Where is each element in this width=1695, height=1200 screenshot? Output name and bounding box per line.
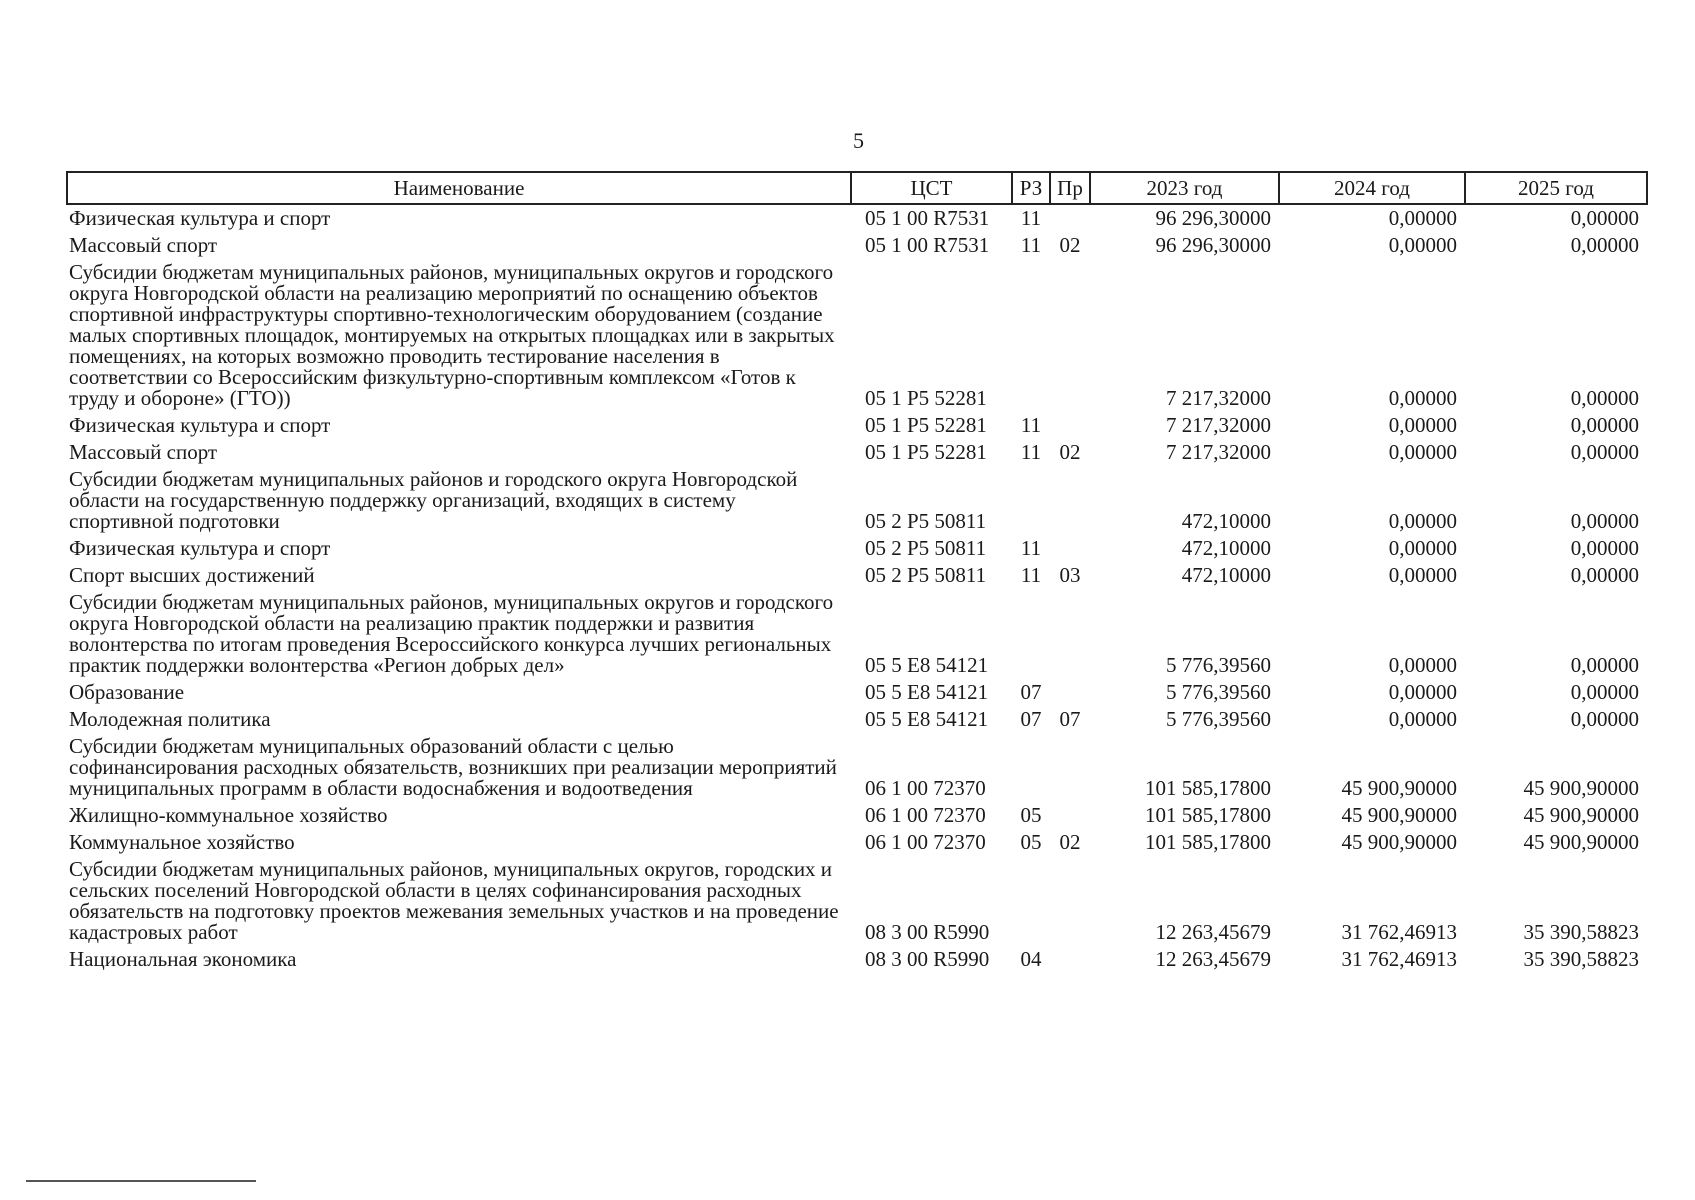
row-pr: [1050, 412, 1090, 439]
header-2024: 2024 год: [1279, 172, 1465, 204]
header-pr: Пр: [1050, 172, 1090, 204]
row-2024: 0,00000: [1388, 563, 1457, 587]
row-cst: 05 1 P5 52281: [865, 386, 987, 410]
row-cst: 08 3 00 R5990: [865, 947, 990, 971]
row-name: Национальная экономика: [69, 947, 297, 971]
row-2024: 0,00000: [1388, 653, 1457, 677]
row-2023: 472,10000: [1181, 536, 1271, 560]
row-cst: 05 2 P5 50811: [865, 509, 987, 533]
row-pr: [1050, 733, 1090, 802]
row-name: Субсидии бюджетам муниципальных районов, муниципальных округов и городского округа Новгородской области на реализацию мероприятий по оснащению объектов спортивной инфраструктуры спортивно-технологическим оборудованием (создание малых спортивных площадок, монтируемых на открытых площадках или в закрытых помещениях, на которых возможно проводить тестирование населения в соответствии со Всероссийским физкультурно-спортивным комплексом «Готов к труду и обороне» (ГТО)): [69, 260, 835, 410]
row-2025: 0,00000: [1570, 386, 1639, 410]
row-2024: 45 900,90000: [1341, 830, 1457, 854]
row-2023: 472,10000: [1181, 563, 1271, 587]
row-cst: 06 1 00 72370: [865, 803, 986, 827]
table-header-row: [67, 172, 1647, 204]
row-2023: 12 263,45679: [1155, 920, 1271, 944]
row-2024: 0,00000: [1388, 707, 1457, 731]
row-rz: 04: [1020, 947, 1042, 971]
header-name: Наименование: [67, 172, 851, 204]
row-rz: [1012, 733, 1050, 802]
row-2025: 45 900,90000: [1523, 776, 1639, 800]
row-rz: 05: [1020, 830, 1042, 854]
row-name: Образование: [69, 680, 185, 704]
row-2025: 0,00000: [1570, 509, 1639, 533]
row-2024: 0,00000: [1388, 413, 1457, 437]
row-name: Субсидии бюджетам муниципальных районов, муниципальных округов и городского округа Новгородской области на реализацию практик поддержки и развития волонтерства по итогам проведения Всероссийского конкурса лучших региональных практик поддержки волонтерства «Регион добрых дел»: [69, 590, 834, 677]
row-rz: 11: [1020, 413, 1042, 437]
row-2023: 96 296,30000: [1155, 206, 1271, 230]
row-2024: 0,00000: [1388, 536, 1457, 560]
row-2025: 0,00000: [1570, 707, 1639, 731]
row-pr: [1050, 204, 1090, 232]
row-cst: 05 1 00 R7531: [865, 233, 990, 257]
table-row: [67, 439, 1647, 466]
row-2023: 12 263,45679: [1155, 947, 1271, 971]
header-rz: РЗ: [1012, 172, 1050, 204]
table-row: [67, 589, 1647, 679]
row-2023: 101 585,17800: [1145, 830, 1271, 854]
row-2025: 0,00000: [1570, 653, 1639, 677]
row-pr: [1050, 679, 1090, 706]
table-row: [67, 562, 1647, 589]
row-name: Субсидии бюджетам муниципальных образований области с целью софинансирования расходных обязательств, возникших при реализации мероприятий муниципальных программ в области водоснабжения и водоотведения: [69, 734, 837, 800]
row-2023: 101 585,17800: [1145, 803, 1271, 827]
row-2025: 0,00000: [1570, 536, 1639, 560]
row-rz: 11: [1020, 563, 1042, 587]
header-2023: 2023 год: [1090, 172, 1279, 204]
row-pr: 03: [1059, 563, 1081, 587]
row-2025: 0,00000: [1570, 233, 1639, 257]
row-2024: 45 900,90000: [1341, 776, 1457, 800]
header-2025: 2025 год: [1465, 172, 1647, 204]
row-2025: 0,00000: [1570, 440, 1639, 464]
row-cst: 05 1 P5 52281: [865, 413, 987, 437]
row-rz: 05: [1020, 803, 1042, 827]
table-row: [67, 232, 1647, 259]
table-row: [67, 733, 1647, 802]
row-rz: 07: [1020, 680, 1042, 704]
row-cst: 05 5 E8 54121: [865, 680, 989, 704]
row-pr: [1050, 535, 1090, 562]
table-row: [67, 259, 1647, 412]
row-2024: 0,00000: [1388, 206, 1457, 230]
row-pr: [1050, 946, 1090, 973]
row-name: Физическая культура и спорт: [69, 536, 331, 560]
row-2024: 0,00000: [1388, 386, 1457, 410]
row-2024: 45 900,90000: [1341, 803, 1457, 827]
row-cst: 05 1 P5 52281: [865, 440, 987, 464]
header-cst: ЦСТ: [851, 172, 1012, 204]
row-pr: [1050, 589, 1090, 679]
row-name: Физическая культура и спорт: [69, 206, 331, 230]
row-rz: [1012, 856, 1050, 946]
row-2023: 7 217,32000: [1166, 440, 1271, 464]
page-number: 5: [853, 128, 864, 153]
table-row: [67, 412, 1647, 439]
row-name: Массовый спорт: [69, 233, 218, 257]
row-2025: 0,00000: [1570, 563, 1639, 587]
row-2024: 0,00000: [1388, 233, 1457, 257]
row-name: Физическая культура и спорт: [69, 413, 331, 437]
row-rz: 07: [1020, 707, 1042, 731]
table-row: [67, 679, 1647, 706]
row-2025: 35 390,58823: [1523, 920, 1639, 944]
row-2025: 0,00000: [1570, 206, 1639, 230]
row-rz: [1012, 259, 1050, 412]
row-pr: 02: [1059, 830, 1081, 854]
row-rz: 11: [1020, 206, 1042, 230]
row-pr: 02: [1059, 440, 1081, 464]
table-row: [67, 706, 1647, 733]
row-pr: [1050, 802, 1090, 829]
row-2024: 31 762,46913: [1341, 920, 1457, 944]
table-row: [67, 856, 1647, 946]
row-name: Спорт высших достижений: [69, 563, 315, 587]
row-name: Жилищно-коммунальное хозяйство: [69, 803, 388, 827]
row-cst: 05 2 P5 50811: [865, 563, 987, 587]
row-cst: 05 5 E8 54121: [865, 653, 989, 677]
row-pr: [1050, 856, 1090, 946]
row-rz: [1012, 589, 1050, 679]
row-name: Массовый спорт: [69, 440, 218, 464]
row-2024: 0,00000: [1388, 509, 1457, 533]
row-2023: 5 776,39560: [1166, 653, 1271, 677]
row-rz: [1012, 466, 1050, 535]
table-row: [67, 946, 1647, 973]
row-rz: 11: [1020, 440, 1042, 464]
footer-divider: [26, 1180, 256, 1182]
row-pr: [1050, 466, 1090, 535]
row-2023: 101 585,17800: [1145, 776, 1271, 800]
row-2025: 45 900,90000: [1523, 803, 1639, 827]
row-2025: 0,00000: [1570, 413, 1639, 437]
row-2023: 5 776,39560: [1166, 680, 1271, 704]
table-row: [67, 204, 1647, 232]
row-2025: 45 900,90000: [1523, 830, 1639, 854]
row-cst: 06 1 00 72370: [865, 830, 986, 854]
row-pr: [1050, 259, 1090, 412]
row-2025: 0,00000: [1570, 680, 1639, 704]
row-pr: 02: [1059, 233, 1081, 257]
row-rz: 11: [1020, 233, 1042, 257]
row-cst: 05 1 00 R7531: [865, 206, 990, 230]
row-2023: 5 776,39560: [1166, 707, 1271, 731]
table-body: [67, 204, 1647, 973]
table-row: [67, 466, 1647, 535]
row-name: Молодежная политика: [69, 707, 271, 731]
row-cst: 05 5 E8 54121: [865, 707, 989, 731]
row-rz: 11: [1020, 536, 1042, 560]
table-row: [67, 535, 1647, 562]
row-2023: 7 217,32000: [1166, 386, 1271, 410]
row-2024: 0,00000: [1388, 440, 1457, 464]
budget-table: [66, 171, 1648, 973]
table-row: [67, 802, 1647, 829]
row-name: Коммунальное хозяйство: [69, 830, 295, 854]
row-2023: 472,10000: [1181, 509, 1271, 533]
row-2024: 31 762,46913: [1341, 947, 1457, 971]
row-2023: 96 296,30000: [1155, 233, 1271, 257]
row-cst: 05 2 P5 50811: [865, 536, 987, 560]
row-name: Субсидии бюджетам муниципальных районов, муниципальных округов, городских и сельских поселений Новгородской области в целях софинансирования расходных обязательств на подготовку проектов межевания земельных участков и на проведение кадастровых работ: [69, 857, 839, 944]
row-pr: 07: [1059, 707, 1081, 731]
row-2025: 35 390,58823: [1523, 947, 1639, 971]
row-cst: 06 1 00 72370: [865, 776, 986, 800]
row-name: Субсидии бюджетам муниципальных районов и городского округа Новгородской области на государственную поддержку организаций, входящих в систему спортивной подготовки: [69, 467, 798, 533]
table-row: [67, 829, 1647, 856]
row-2023: 7 217,32000: [1166, 413, 1271, 437]
row-2024: 0,00000: [1388, 680, 1457, 704]
row-cst: 08 3 00 R5990: [865, 920, 990, 944]
